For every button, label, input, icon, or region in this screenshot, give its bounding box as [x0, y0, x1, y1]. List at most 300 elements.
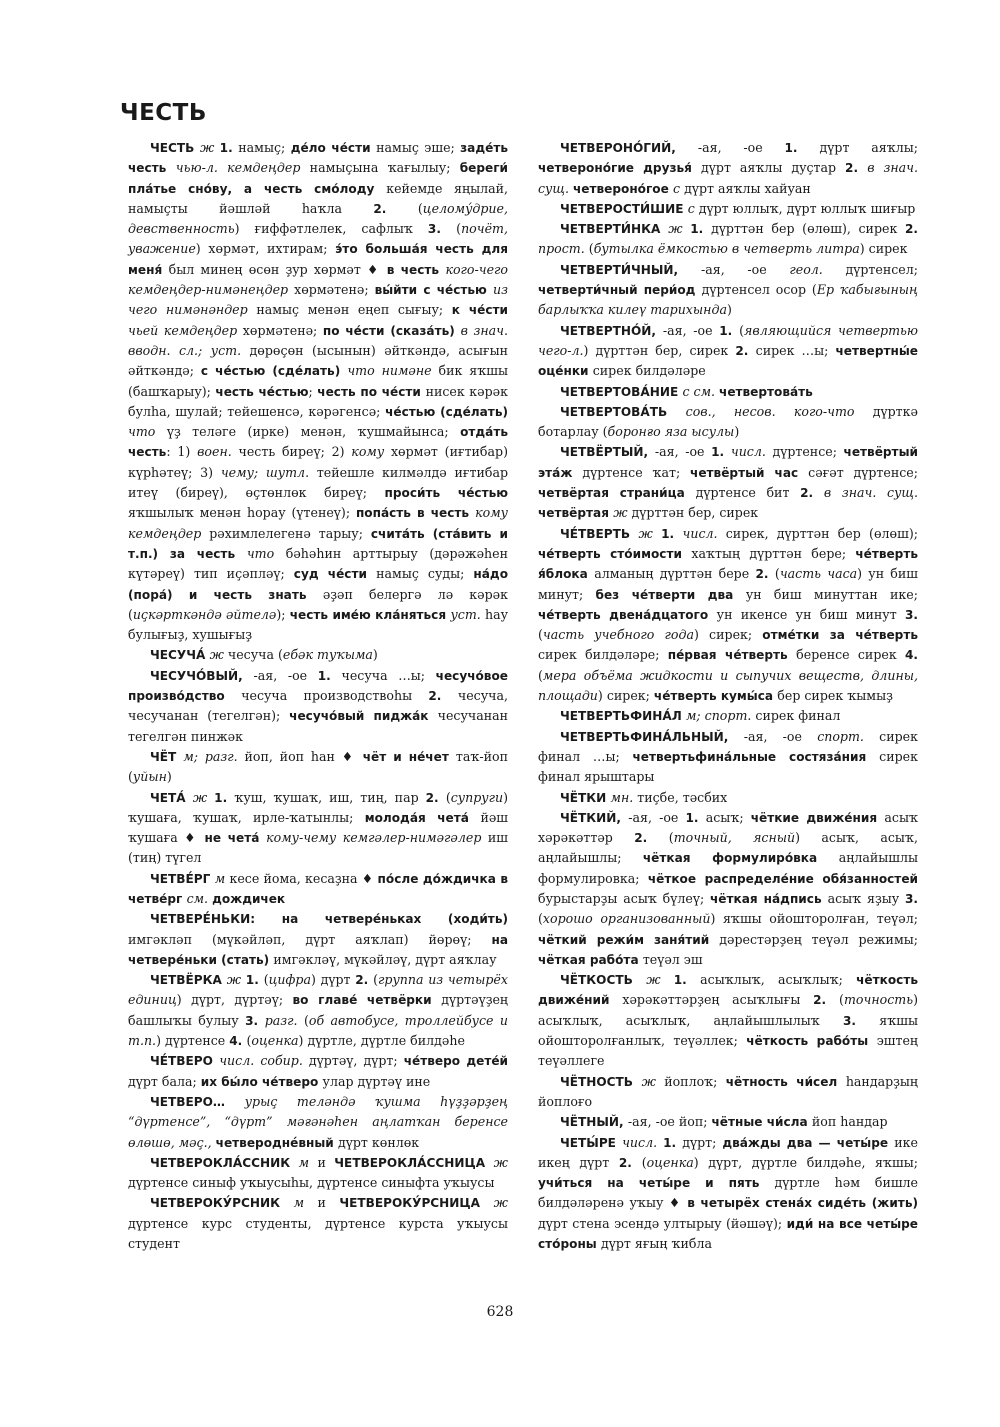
entry-text: һандарҙың йоплоғо: [538, 1073, 919, 1109]
entry-grammar-note: что: [246, 545, 286, 561]
entry-grammar-note: хорошо организованный: [542, 911, 711, 927]
entry-text: дүртенсел осор (: [701, 282, 817, 298]
entry-text: тиҫбе, тәсбих: [637, 789, 728, 805]
entry-headword: 2.: [618, 1155, 642, 1170]
entry-headword: без че́тверти два: [595, 587, 746, 602]
entry-text: ): [726, 302, 732, 318]
entry-headword: ЧЕТВЕРТЬФИНА́Л: [560, 709, 686, 724]
entry-headword: ЧЕТВЕРОКУ́РСНИЦА: [339, 1196, 494, 1211]
entry-text: ) сирек: [859, 241, 908, 257]
entry-text: чесучанан тегелгән пинжәк: [128, 708, 508, 744]
entry-text: дүрт;: [682, 1134, 723, 1150]
entry-grammar-note: бутылка ёмкостью в четверть литра: [593, 241, 860, 257]
entry-headword: ЧЕСТЬ: [150, 141, 200, 155]
entry-headword: во главе́ четвёрки: [292, 993, 442, 1008]
entry-headword: два́жды два — четы́ре: [722, 1135, 895, 1150]
entry-headword: 4.: [904, 648, 918, 663]
entry-headword: четверти́чный пери́од: [538, 283, 702, 298]
entry-text: намыҫ суды;: [376, 566, 474, 582]
entry-headword: 1.: [214, 790, 235, 805]
entry-headword: честь по че́сти: [317, 384, 426, 399]
entry-text: намыҫына ҡағылыу;: [309, 160, 460, 176]
entry-grammar-note: кому-чему кемгәлер-нимәгәлер: [266, 830, 488, 846]
entry-text: йоплоҡ;: [664, 1073, 726, 1089]
entry-grammar-note: оценка: [251, 1033, 299, 1049]
entry-text: яҡшы ойошторолғанлыҡ, теүәллек;: [538, 1012, 918, 1049]
entry-headword: 3.: [842, 1013, 880, 1028]
entry-headword: че́тверть кумы́са: [653, 689, 778, 704]
entry-text: : 1): [166, 444, 198, 460]
entry-text: (: [538, 667, 543, 683]
entry-grammar-note: кому: [351, 444, 391, 460]
entry-headword: ЧЕТВЕРОКЛА́ССНИЦА: [334, 1155, 494, 1170]
entry-text: дүртенсе;: [772, 444, 844, 460]
entry-headword: 2.: [735, 343, 756, 358]
entry-text: имгәкләп (мүкәйләп, дүрт аяҡлап) йөрөү;: [128, 931, 492, 947]
entry-grammar-note: воен.: [197, 444, 239, 460]
entry-text: имгәкләү, мүкәйләү, дүрт аяҡлау: [273, 951, 497, 967]
entry-text: ике икең дүрт: [538, 1134, 918, 1170]
entry-grammar-note: числ.: [622, 1134, 664, 1150]
entry-headword: 1.: [711, 445, 731, 460]
entry-text: чесуча …ы;: [341, 667, 436, 683]
entry-headword: с че́стью (сде́лать): [200, 364, 348, 379]
entry-headword: чёткость рабо́ты: [746, 1034, 877, 1049]
entry-headword: че́тверть сто́имости: [538, 546, 692, 561]
entry-headword: 2.: [800, 486, 824, 501]
entry-grammar-note: ж: [493, 1154, 508, 1170]
entry-text: -ая, -ое: [701, 261, 790, 277]
entry-headword: по́сле до́ждичка в четве́рг: [128, 871, 508, 906]
entry-grammar-note: мера объёма жидкости и сыпучих веществ, длины, площади: [538, 667, 918, 704]
entry-headword: ЧЕТВЕРОКЛА́ССНИК: [150, 1155, 299, 1170]
dictionary-entry: [538, 138, 918, 199]
entry-grammar-note: урыҫ теләндә ҡушма һүҙҙәрҙең “дүртенсе”, “дүрт” мәғәнәһен аңлатҡан беренсе өлөшө, мәҫ.,: [128, 1093, 508, 1150]
entry-headword: учи́ться на четы́ре и пять: [538, 1176, 775, 1191]
entry-headword: четвёртый час: [690, 465, 809, 480]
entry-grammar-note: уст.: [450, 606, 485, 622]
entry-headword: ЧЕТА́: [150, 790, 193, 805]
entry-text: дүрттән бер, сирек: [631, 505, 759, 521]
entry-text: аңлайышлы формулировка;: [538, 850, 918, 886]
entry-text: ): [734, 424, 740, 440]
entry-text: дүртенсе бит: [695, 485, 801, 501]
entry-grammar-note: что: [128, 424, 167, 440]
entry-text: (: [246, 1033, 252, 1049]
entry-headword: четвертьфина́льные состяза́ния: [632, 749, 880, 764]
entry-text: (: [417, 200, 423, 216]
entry-grammar-note: чьей кемдеңдер: [128, 322, 243, 338]
entry-headword: ЧЕТВЕРТОВА́ТЬ: [560, 404, 686, 419]
entry-text: дәрестәрҙең теүәл режимы;: [719, 931, 919, 947]
entry-text: иш (тиң) түгел: [128, 830, 508, 866]
entry-text: и: [317, 1154, 335, 1170]
dictionary-entry: [538, 1133, 918, 1255]
entry-grammar-note: с см.: [682, 383, 720, 399]
entry-text: (: [641, 1154, 647, 1170]
entry-grammar-note: сов., несов. кого-что: [685, 403, 873, 419]
entry-headword: к че́сти: [451, 303, 508, 318]
entry-text: ) дүрт, дүртле билдәһе, яҡшы;: [693, 1154, 918, 1170]
entry-headword: проси́ть че́стью: [384, 486, 508, 501]
entry-grammar-note: часть учебного года: [542, 627, 694, 643]
entry-headword: счита́ть (ста́вить и т.п.) за честь: [128, 526, 508, 561]
entry-headword: суд че́сти: [293, 567, 377, 582]
entry-text: тейешле килмәлдә иғтибар итеү (биреү), өҫтөнлөк биреү;: [128, 464, 509, 501]
entry-headword: попа́сть в честь: [355, 506, 476, 521]
entry-headword: четвертны́е оце́нки: [538, 343, 918, 379]
entry-headword: иди́ на все четы́ре сто́роны: [538, 1216, 918, 1252]
entry-grammar-note: геол.: [789, 261, 846, 277]
entry-text: (: [839, 992, 844, 1008]
dictionary-entry: [128, 1193, 508, 1254]
entry-grammar-note: цифра: [268, 972, 311, 988]
entry-text: (: [456, 221, 462, 237]
entry-text: сирек финал ярыштары: [538, 748, 918, 785]
entry-headword: ЧЕСУЧО́ВЫЙ,: [150, 668, 254, 683]
entry-headword: четвероно́гие друзья́: [538, 161, 702, 176]
entry-grammar-note: точный, ясный: [673, 830, 796, 846]
entry-grammar-note: группа из четырёх единиц: [128, 972, 508, 1008]
entry-headword: ЧЁТ: [150, 749, 184, 764]
entry-grammar-note: об автобусе, троллейбусе и т.п.: [128, 1012, 508, 1049]
entry-grammar-note: числ.: [730, 444, 773, 460]
entry-text: дүрт аяҡлы хайуан: [684, 180, 811, 196]
entry-headword: отда́ть честь: [128, 425, 508, 460]
entry-headword: ЧЕТВЕРОКУ́РСНИК: [150, 1196, 294, 1211]
entry-text: бик яҡшы (башҡарыу);: [128, 363, 508, 399]
entry-headword: на́до (пора́) и честь знать: [128, 567, 508, 602]
entry-grammar-note: в знач. вводн. сл.; уст.: [128, 322, 508, 358]
entry-headword: ЧЕТВЕРТИ́ЧНЫЙ,: [560, 262, 702, 277]
entry-text: үҙ теләге (ирке) менән, ҡушмайынса;: [166, 424, 461, 440]
entry-text: яҡшылыҡ менән һорау (үтенеү);: [128, 505, 356, 521]
entry-headword: че́тверо дете́й: [403, 1054, 509, 1069]
dictionary-entry: [538, 260, 918, 321]
dictionary-entry: [538, 706, 918, 726]
entry-text: ) дүртле, дүртле билдәһе: [298, 1033, 465, 1049]
entry-grammar-note: прост.: [538, 241, 589, 257]
dictionary-entry: [538, 788, 918, 808]
entry-text: асыҡлыҡ, асыҡлыҡ;: [700, 972, 857, 988]
dictionary-entry: [538, 321, 918, 382]
dictionary-entry: [128, 869, 508, 910]
entry-headword: их бы́ло че́тверо: [200, 1074, 323, 1089]
entry-grammar-note: спорт.: [817, 728, 880, 744]
entry-grammar-note: целому́дрие, девственность: [128, 200, 508, 237]
entry-text: ) асыҡлыҡ, асыҡлыҡ, аңлайышлылыҡ: [538, 992, 918, 1028]
entry-grammar-note: числ. собир.: [219, 1053, 309, 1069]
entry-text: йәш ҡушаға ♦: [128, 809, 508, 846]
entry-headword: четвёртая: [538, 506, 614, 521]
entry-grammar-note: разг.: [264, 1012, 304, 1028]
entry-text: намыҫ менән еңеп сығыу;: [256, 302, 452, 318]
entry-text: дүрт аяҡлы;: [819, 140, 918, 155]
entry-text: (: [774, 566, 780, 582]
entry-text: хөрмәтенә;: [294, 282, 375, 298]
dictionary-entry: [538, 970, 918, 1071]
entry-text: нисек кәрәк булһа, шулай; тейешенсә, кәрәгенсә;: [128, 383, 508, 419]
entry-text: дүрт бала;: [128, 1073, 201, 1089]
entry-grammar-note: м; спорт.: [685, 708, 756, 724]
entry-text: намыҫ;: [238, 140, 291, 155]
entry-text: дүрт аяҡлы дуҫтар: [701, 160, 846, 176]
entry-grammar-note: в знач. сущ.: [538, 160, 919, 196]
entry-grammar-note: кому кемдеңдер: [128, 505, 508, 541]
entry-grammar-note: часть часа: [779, 566, 858, 582]
entry-text: ): [372, 647, 378, 663]
entry-headword: отме́тки за че́тверть: [762, 628, 918, 643]
entry-grammar-note: Ер ҡабығының барлыҡҡа килеү тарихында: [538, 282, 919, 318]
dictionary-entry: [538, 382, 918, 402]
entry-headword: ЧЕТВЕ́РГ: [150, 871, 215, 886]
entry-text: (: [739, 322, 745, 338]
dictionary-entry: [128, 747, 508, 788]
dictionary-entry: [128, 138, 508, 645]
dictionary-entry: [128, 1092, 508, 1153]
entry-text: дүрт көнлөк: [337, 1134, 420, 1150]
entry-text: дөрөҫөн (ысынын) әйткәндә, асығын әйткәндә;: [128, 342, 508, 379]
entry-headword: в четырёх стена́х сиде́ть (жить): [687, 1196, 918, 1211]
entry-headword: че́стью (сде́лать): [385, 404, 508, 419]
dictionary-entry: [128, 788, 508, 869]
entry-grammar-note: ж: [192, 789, 215, 805]
entry-text: дүрт юллыҡ, дүрт юллыҡ шиғыр: [698, 200, 916, 216]
dictionary-entry: [128, 970, 508, 1051]
entry-headword: чётность чи́сел: [725, 1074, 846, 1089]
entry-text: ) яҡшы ойошторолған, теүәл;: [710, 911, 918, 927]
entry-headword: четвертова́ть: [719, 384, 813, 399]
entry-headword: чёткая рабо́та: [538, 952, 643, 967]
entry-text: теүәл эш: [642, 951, 703, 967]
entry-grammar-note: ж: [226, 972, 246, 988]
entry-text: сирек билдәләре: [592, 363, 706, 379]
entry-text: (: [303, 1012, 309, 1028]
entry-headword: чёткий режи́м заня́тий: [538, 932, 720, 947]
entry-headword: ЧЕТВЕРТОВА́НИЕ: [560, 384, 683, 399]
entry-text: );: [276, 606, 290, 622]
entry-text: ) дүрттән бер, сирек: [583, 342, 736, 358]
entry-text: дүрт яғың ҡибла: [600, 1236, 713, 1252]
entry-text: һау булығыҙ, хушығыҙ: [128, 606, 508, 643]
entry-text: асыҡ яҙыу: [827, 890, 905, 906]
entry-text: бер сирек ҡымыҙ: [777, 688, 893, 704]
entry-headword: 1.: [245, 973, 264, 988]
entry-headword: 2.: [755, 567, 775, 582]
entry-text: хәрәкәттәрҙең асыҡлығы: [622, 992, 814, 1008]
entry-text: ) сирек;: [693, 627, 763, 643]
entry-text: чесуча, чесучанан (тегелгән);: [128, 688, 508, 724]
entry-headword: чётные чи́сла: [711, 1115, 812, 1130]
entry-text: сирек билдәләре;: [538, 647, 668, 663]
entry-text: йоп, йоп һан ♦: [244, 748, 363, 764]
entry-headword: 3.: [904, 891, 918, 906]
entry-headword: 2.: [425, 790, 446, 805]
entry-headword: ЧЕТВЁРКА: [150, 973, 227, 988]
entry-text: -ая, -ое: [662, 322, 720, 338]
entry-text: ҡуш, ҡушаҡ, иш, тиң, пар: [234, 789, 426, 805]
entry-headword: 1.: [690, 222, 712, 237]
entry-text: чесуча (: [227, 647, 283, 663]
entry-headword: вы́йти с че́стью: [374, 283, 493, 298]
entry-text: таҡ-йоп (: [128, 748, 509, 785]
entry-text: хөрмәт (иғтибар) күрһәтеү; 3): [128, 444, 509, 480]
entry-text: дүртенсе ҡат;: [582, 464, 691, 480]
entry-headword: по че́сти (сказа́ть): [322, 323, 461, 338]
entry-headword: чёткие движе́ния: [750, 810, 885, 825]
entry-text: алманың дүрттән бере: [594, 566, 756, 582]
entry-headword: дождичек: [212, 891, 286, 906]
entry-headword: на четвере́ньки (стать): [128, 932, 508, 967]
entry-text: ) ҡушаға, ҡушаҡ, ирле-ҡатынлы;: [128, 789, 508, 825]
page-number: 628: [486, 1304, 514, 1320]
entry-headword: че́тверть я́блока: [538, 546, 918, 582]
entry-text: дүрттән бер (өлөш), сирек: [711, 221, 905, 237]
entry-text: (: [668, 830, 674, 846]
entry-headword: четвёртая страни́ца: [538, 486, 696, 501]
entry-text: -ая, -ое: [743, 728, 818, 744]
entry-grammar-note: в знач. сущ.: [823, 485, 918, 501]
entry-text: -ая, -ое йоп;: [627, 1114, 712, 1130]
dictionary-entry: [538, 727, 918, 788]
entry-headword: чесучо́вое произво́дство: [128, 668, 508, 704]
entry-text: сирек финал: [755, 708, 841, 724]
entry-text: хөрмәтенә;: [242, 322, 323, 338]
entry-grammar-note: точность: [843, 992, 914, 1008]
entry-headword: 1.: [219, 141, 239, 155]
entry-headword: 1.: [663, 1135, 683, 1150]
entry-grammar-note: ж: [493, 1195, 508, 1211]
entry-grammar-note: ебәк туҡыма: [282, 647, 373, 663]
dictionary-entry: [128, 666, 508, 747]
dictionary-entry: [538, 1112, 918, 1132]
entry-grammar-note: ж: [668, 221, 691, 237]
entry-headword: ЧЕТВЕРТЬФИНА́ЛЬНЫЙ,: [560, 729, 744, 744]
entry-text: честь биреү; 2): [238, 444, 352, 460]
entry-headword: пе́рвая че́тверть: [667, 648, 797, 663]
entry-text: (: [538, 627, 543, 643]
right-column: [538, 138, 918, 1254]
entry-headword: ЧЕТВЕРТИ́НКА: [560, 222, 669, 237]
entry-grammar-note: м: [214, 870, 230, 886]
entry-text: дүртенсел;: [845, 261, 918, 277]
entry-text: улар дүртәү ине: [322, 1073, 431, 1089]
entry-text: (: [373, 972, 379, 988]
dictionary-entry: [128, 909, 508, 970]
entry-headword: ЧЕТВЕРЕ́НЬКИ: на четвере́ньках (ходи́ть): [150, 912, 508, 927]
entry-text: ун икенсе ун биш минут: [716, 606, 905, 622]
entry-text: (: [538, 911, 543, 927]
dictionary-entry: [538, 442, 918, 523]
entry-text: ) хөрмәт, ихтирам;: [195, 241, 336, 257]
entry-text: ) сирек;: [597, 688, 654, 704]
entry-headword: э́то больша́я честь для меня́: [128, 242, 508, 277]
entry-headword: ЧЁТНОСТЬ: [560, 1074, 642, 1089]
entry-headword: 4.: [229, 1034, 247, 1049]
entry-headword: 1.: [719, 323, 740, 338]
entry-text: эштең теүәллеге: [538, 1033, 918, 1069]
entry-text: рәхимлелегенә тарыу;: [209, 525, 371, 541]
entry-text: дүртенсе курс студенты, дүртенсе курста уҡыусы студент: [128, 1215, 508, 1252]
entry-text: -ая, -ое: [654, 444, 712, 460]
entry-text: асыҡ;: [705, 809, 751, 825]
entry-text: ;: [308, 383, 318, 399]
entry-grammar-note: мн.: [610, 789, 638, 805]
entry-headword: чёт и не́чет: [362, 749, 456, 764]
entry-headword: де́ло че́сти: [290, 141, 377, 155]
entry-headword: 3.: [904, 607, 918, 622]
entry-text: (: [588, 241, 594, 257]
entry-headword: ЧЕСУЧА́: [150, 648, 210, 663]
entry-headword: честь име́ю кла́няться: [289, 607, 451, 622]
entry-grammar-note: ж: [199, 140, 220, 155]
entry-grammar-note: оценка: [646, 1154, 694, 1170]
entry-headword: в честь: [386, 262, 446, 277]
entry-text: әҙәп белергә лә кәрәк (: [128, 586, 508, 622]
entry-headword: не чета́: [204, 831, 267, 846]
entry-grammar-note: ж: [641, 1073, 665, 1089]
entry-headword: ЧЕТЫ́РЕ: [560, 1135, 623, 1150]
entry-headword: ЧЕТВЕРОНО́ГИЙ,: [560, 141, 698, 155]
entry-grammar-note: с: [687, 200, 699, 216]
entry-text: ) дүртенсе: [156, 1033, 230, 1049]
entry-headword: 1.: [673, 973, 701, 988]
entry-headword: 2.: [813, 993, 840, 1008]
entry-grammar-note: что нимәне: [347, 363, 439, 379]
entry-text: был минең өсөн ҙур хөрмәт ♦: [168, 261, 387, 277]
entry-text: ун биш минуттан ике;: [745, 586, 918, 602]
entry-text: бәһәһин арттырыу (дәрәжәһен күтәреү) тип иҫәпләү;: [128, 545, 508, 582]
entry-text: и: [317, 1195, 340, 1211]
entry-grammar-note: ж: [638, 525, 662, 541]
entry-text: чесуча производствоһы: [241, 688, 429, 704]
entry-headword: чесучо́вый пиджа́к: [289, 709, 438, 724]
entry-text: дүрткә ботарлау (: [538, 403, 918, 440]
entry-grammar-note: боронғо яза ысулы: [607, 424, 735, 440]
entry-headword: ЧЕ́ТВЕРО: [150, 1054, 220, 1069]
dictionary-entry: [538, 199, 918, 219]
entry-headword: 1.: [661, 526, 683, 541]
entry-headword: 2.: [634, 831, 669, 846]
entry-grammar-note: супруги: [450, 789, 504, 805]
entry-grammar-note: чему; шутл.: [220, 464, 317, 480]
entry-headword: ЧЁТНЫЙ,: [560, 1115, 628, 1130]
entry-text: ) ғиффәтлелек, сафлыҡ: [234, 221, 428, 237]
entry-grammar-note: с: [673, 180, 685, 196]
entry-headword: 3.: [245, 1013, 265, 1028]
entry-headword: ЧЁТКИЙ,: [560, 810, 629, 825]
entry-grammar-note: являющийся четвертью чего-л.: [538, 322, 918, 358]
entry-headword: чёткость движе́ний: [538, 973, 918, 1008]
entry-text: йоп һандар: [811, 1114, 888, 1130]
entry-headword: 3.: [427, 222, 457, 237]
entry-headword: ЧЕ́ТВЕРТЬ: [560, 526, 639, 541]
entry-text: кесе йома, кесаҙна ♦: [229, 870, 378, 886]
entry-headword: 2.: [428, 689, 458, 704]
dictionary-entry: [538, 219, 918, 260]
entry-headword: береги́ пла́тье сно́ву, а честь смо́лоду: [128, 161, 508, 196]
entry-text: беренсе сирек: [796, 647, 905, 663]
entry-grammar-note: ж: [613, 505, 632, 521]
entry-text: сәғәт дүртенсе;: [808, 464, 918, 480]
entry-grammar-note: м; разг.: [183, 748, 245, 764]
entry-headword: чёткая формулиро́вка: [642, 851, 839, 866]
entry-grammar-note: см.: [186, 890, 213, 906]
entry-headword: ЧЕТВЕРОСТИ́ШИЕ: [560, 201, 688, 216]
entry-text: дүртле һәм бишле билдәләренә уҡыу ♦: [538, 1175, 918, 1211]
entry-headword: ЧЁТКИ: [560, 790, 611, 805]
entry-headword: 1.: [685, 810, 706, 825]
